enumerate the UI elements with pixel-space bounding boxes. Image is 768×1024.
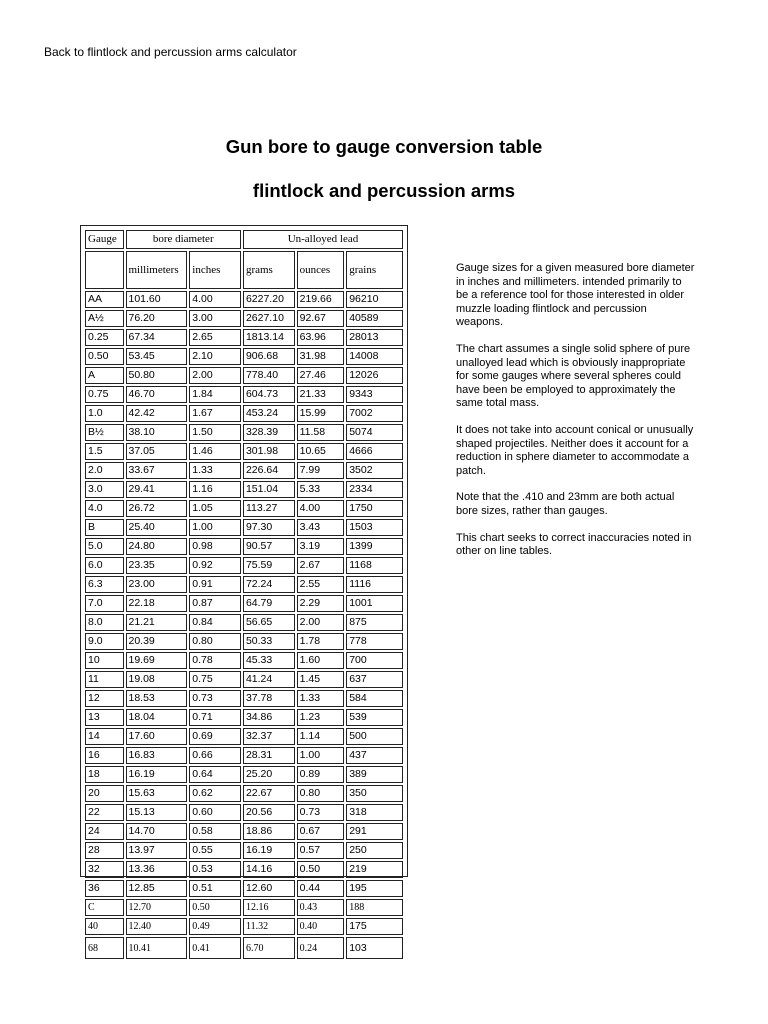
ounces-cell: 1.00 <box>297 747 345 764</box>
gauge-cell: 14 <box>85 728 124 745</box>
grams-cell: 12.16 <box>243 899 295 916</box>
inches-cell: 0.71 <box>189 709 241 726</box>
ounces-cell: 0.43 <box>297 899 345 916</box>
grams-cell: 151.04 <box>243 481 295 498</box>
millimeters-cell: 19.69 <box>126 652 188 669</box>
table-row <box>85 918 403 935</box>
inches-cell: 1.16 <box>189 481 241 498</box>
ounces-cell: 11.58 <box>297 424 345 441</box>
millimeters-cell: 15.63 <box>126 785 188 802</box>
grams-cell: 778.40 <box>243 367 295 384</box>
grams-cell: 6227.20 <box>243 291 295 308</box>
back-to-calculator-link[interactable]: Back to flintlock and percussion arms calculator <box>44 45 297 59</box>
inches-cell: 0.87 <box>189 595 241 612</box>
ounces-cell: 7.99 <box>297 462 345 479</box>
grains-cell: 96210 <box>346 291 403 308</box>
millimeters-cell: 25.40 <box>126 519 188 536</box>
millimeters-cell: 53.45 <box>126 348 188 365</box>
grains-cell: 188 <box>346 899 403 916</box>
grains-cell: 778 <box>346 633 403 650</box>
ounces-cell: 1.78 <box>297 633 345 650</box>
grains-cell: 1168 <box>346 557 403 574</box>
ounces-cell: 219.66 <box>297 291 345 308</box>
grains-cell: 318 <box>346 804 403 821</box>
ounces-cell: 21.33 <box>297 386 345 403</box>
grains-cell: 9343 <box>346 386 403 403</box>
page-subtitle: flintlock and percussion arms <box>252 180 516 201</box>
grams-cell: 6.70 <box>243 937 295 959</box>
grains-cell: 5074 <box>346 424 403 441</box>
millimeters-cell: 42.42 <box>126 405 188 422</box>
millimeters-cell: 12.40 <box>126 918 188 935</box>
notes-panel <box>456 262 696 572</box>
table-row <box>85 937 403 959</box>
gauge-subheader-blank <box>85 251 124 289</box>
table-row <box>85 804 403 821</box>
inches-cell: 0.69 <box>189 728 241 745</box>
gauge-cell: 28 <box>85 842 124 859</box>
gauge-cell: 4.0 <box>85 500 124 517</box>
grams-cell: 226.64 <box>243 462 295 479</box>
grains-cell: 1116 <box>346 576 403 593</box>
ounces-cell: 2.55 <box>297 576 345 593</box>
table-row <box>85 329 403 346</box>
grams-cell: 18.86 <box>243 823 295 840</box>
ounces-cell: 2.29 <box>297 595 345 612</box>
ounces-cell: 2.00 <box>297 614 345 631</box>
ounces-cell: 1.45 <box>297 671 345 688</box>
grams-cell: 2627.10 <box>243 310 295 327</box>
ounces-cell: 2.67 <box>297 557 345 574</box>
inches-cell: 0.78 <box>189 652 241 669</box>
gauge-cell: 36 <box>85 880 124 897</box>
grams-cell: 16.19 <box>243 842 295 859</box>
table-row <box>85 747 403 764</box>
millimeters-header: millimeters <box>126 251 188 289</box>
grams-cell: 25.20 <box>243 766 295 783</box>
inches-cell: 2.10 <box>189 348 241 365</box>
table-row <box>85 728 403 745</box>
ounces-cell: 1.33 <box>297 690 345 707</box>
inches-header: inches <box>189 251 241 289</box>
grains-cell: 437 <box>346 747 403 764</box>
grams-cell: 28.31 <box>243 747 295 764</box>
inches-cell: 0.62 <box>189 785 241 802</box>
gauge-cell: 8.0 <box>85 614 124 631</box>
gauge-cell: 0.25 <box>85 329 124 346</box>
table-row <box>85 519 403 536</box>
grains-cell: 250 <box>346 842 403 859</box>
grains-cell: 291 <box>346 823 403 840</box>
millimeters-cell: 18.04 <box>126 709 188 726</box>
inches-cell: 0.41 <box>189 937 241 959</box>
millimeters-cell: 15.13 <box>126 804 188 821</box>
inches-cell: 0.64 <box>189 766 241 783</box>
millimeters-cell: 29.41 <box>126 481 188 498</box>
inches-cell: 1.00 <box>189 519 241 536</box>
grains-cell: 103 <box>346 937 403 959</box>
table-row <box>85 481 403 498</box>
millimeters-cell: 20.39 <box>126 633 188 650</box>
grains-cell: 4666 <box>346 443 403 460</box>
ounces-cell: 4.00 <box>297 500 345 517</box>
grams-cell: 14.16 <box>243 861 295 878</box>
table-row <box>85 652 403 669</box>
gauge-cell: 9.0 <box>85 633 124 650</box>
ounces-cell: 31.98 <box>297 348 345 365</box>
table-row <box>85 709 403 726</box>
grains-cell: 584 <box>346 690 403 707</box>
inches-cell: 0.92 <box>189 557 241 574</box>
grains-cell: 14008 <box>346 348 403 365</box>
inches-cell: 1.50 <box>189 424 241 441</box>
table-row <box>85 633 403 650</box>
unalloyed-lead-header: Un-alloyed lead <box>243 230 403 249</box>
gauge-cell: B <box>85 519 124 536</box>
table-row <box>85 899 403 916</box>
ounces-cell: 63.96 <box>297 329 345 346</box>
table-row <box>85 576 403 593</box>
grains-cell: 1750 <box>346 500 403 517</box>
table-row <box>85 500 403 517</box>
grains-cell: 350 <box>346 785 403 802</box>
inches-cell: 0.55 <box>189 842 241 859</box>
table-row <box>85 766 403 783</box>
grams-cell: 12.60 <box>243 880 295 897</box>
gauge-cell: 18 <box>85 766 124 783</box>
grams-cell: 41.24 <box>243 671 295 688</box>
ounces-cell: 10.65 <box>297 443 345 460</box>
millimeters-cell: 16.83 <box>126 747 188 764</box>
inches-cell: 1.67 <box>189 405 241 422</box>
table-row <box>85 823 403 840</box>
table-row <box>85 861 403 878</box>
gauge-cell: 6.3 <box>85 576 124 593</box>
inches-cell: 2.00 <box>189 367 241 384</box>
page-title: Gun bore to gauge conversion table <box>225 136 543 157</box>
ounces-cell: 15.99 <box>297 405 345 422</box>
ounces-cell: 0.73 <box>297 804 345 821</box>
grams-cell: 75.59 <box>243 557 295 574</box>
millimeters-cell: 21.21 <box>126 614 188 631</box>
grams-cell: 20.56 <box>243 804 295 821</box>
inches-cell: 0.58 <box>189 823 241 840</box>
ounces-cell: 3.19 <box>297 538 345 555</box>
grams-cell: 32.37 <box>243 728 295 745</box>
table-row <box>85 386 403 403</box>
millimeters-cell: 26.72 <box>126 500 188 517</box>
millimeters-cell: 24.80 <box>126 538 188 555</box>
bore-diameter-header: bore diameter <box>126 230 241 249</box>
grams-cell: 22.67 <box>243 785 295 802</box>
grams-cell: 97.30 <box>243 519 295 536</box>
inches-cell: 1.46 <box>189 443 241 460</box>
inches-cell: 0.75 <box>189 671 241 688</box>
millimeters-cell: 18.53 <box>126 690 188 707</box>
table-row <box>85 785 403 802</box>
inches-cell: 3.00 <box>189 310 241 327</box>
grains-cell: 700 <box>346 652 403 669</box>
grains-cell: 195 <box>346 880 403 897</box>
grams-cell: 72.24 <box>243 576 295 593</box>
grains-cell: 2334 <box>346 481 403 498</box>
gauge-cell: 7.0 <box>85 595 124 612</box>
millimeters-cell: 33.67 <box>126 462 188 479</box>
millimeters-cell: 19.08 <box>126 671 188 688</box>
ounces-cell: 1.23 <box>297 709 345 726</box>
grains-cell: 7002 <box>346 405 403 422</box>
gauge-cell: 32 <box>85 861 124 878</box>
millimeters-cell: 22.18 <box>126 595 188 612</box>
ounces-cell: 0.80 <box>297 785 345 802</box>
table-row <box>85 310 403 327</box>
grams-cell: 56.65 <box>243 614 295 631</box>
ounces-cell: 1.14 <box>297 728 345 745</box>
table-row <box>85 671 403 688</box>
millimeters-cell: 13.97 <box>126 842 188 859</box>
grains-cell: 3502 <box>346 462 403 479</box>
gauge-cell: B½ <box>85 424 124 441</box>
gauge-cell: 11 <box>85 671 124 688</box>
millimeters-cell: 37.05 <box>126 443 188 460</box>
note-paragraph: Gauge sizes for a given measured bore diameter in inches and millimeters. intended primarily to be a reference tool for those interested in older muzzle loading flintlock and percussion weapons. <box>456 262 695 329</box>
grams-cell: 50.33 <box>243 633 295 650</box>
millimeters-cell: 12.85 <box>126 880 188 897</box>
table-row <box>85 880 403 897</box>
gauge-cell: 12 <box>85 690 124 707</box>
grams-cell: 301.98 <box>243 443 295 460</box>
table-row <box>85 291 403 308</box>
table-row <box>85 443 403 460</box>
grains-cell: 1503 <box>346 519 403 536</box>
gauge-cell: A½ <box>85 310 124 327</box>
note-paragraph: The chart assumes a single solid sphere of pure unalloyed lead which is obviously inappropriate for some gauges where several spheres could have been be employed to approximately the same total mass. <box>456 342 691 410</box>
table-subheader-row <box>85 251 403 289</box>
gauge-cell: 1.0 <box>85 405 124 422</box>
table-row <box>85 614 403 631</box>
grains-cell: 637 <box>346 671 403 688</box>
inches-cell: 1.33 <box>189 462 241 479</box>
table-row <box>85 348 403 365</box>
grains-cell: 28013 <box>346 329 403 346</box>
table-row <box>85 557 403 574</box>
gauge-cell: A <box>85 367 124 384</box>
grains-cell: 389 <box>346 766 403 783</box>
millimeters-cell: 23.00 <box>126 576 188 593</box>
note-paragraph: It does not take into account conical or unusually shaped projectiles. Neither does it account for a reduction in sphere diameter to accommodate a patch. <box>456 423 694 477</box>
grains-header: grains <box>346 251 403 289</box>
table-row <box>85 538 403 555</box>
inches-cell: 0.51 <box>189 880 241 897</box>
gauge-cell: 2.0 <box>85 462 124 479</box>
conversion-table-frame <box>80 225 408 954</box>
grains-cell: 12026 <box>346 367 403 384</box>
grams-header: grams <box>243 251 295 289</box>
gauge-cell: 24 <box>85 823 124 840</box>
inches-cell: 0.73 <box>189 690 241 707</box>
grams-cell: 11.32 <box>243 918 295 935</box>
grains-cell: 1399 <box>346 538 403 555</box>
gauge-conversion-table <box>83 228 405 961</box>
ounces-cell: 0.50 <box>297 861 345 878</box>
ounces-cell: 27.46 <box>297 367 345 384</box>
gauge-cell: AA <box>85 291 124 308</box>
millimeters-cell: 46.70 <box>126 386 188 403</box>
millimeters-cell: 23.35 <box>126 557 188 574</box>
ounces-cell: 5.33 <box>297 481 345 498</box>
inches-cell: 4.00 <box>189 291 241 308</box>
inches-cell: 0.98 <box>189 538 241 555</box>
grams-cell: 906.68 <box>243 348 295 365</box>
note-paragraph: Note that the .410 and 23mm are both actual bore sizes, rather than gauges. <box>456 491 675 517</box>
grams-cell: 90.57 <box>243 538 295 555</box>
gauge-cell: 0.75 <box>85 386 124 403</box>
gauge-cell: 16 <box>85 747 124 764</box>
table-row <box>85 367 403 384</box>
grains-cell: 500 <box>346 728 403 745</box>
grams-cell: 1813.14 <box>243 329 295 346</box>
grams-cell: 604.73 <box>243 386 295 403</box>
gauge-header: Gauge <box>85 230 124 249</box>
ounces-cell: 0.89 <box>297 766 345 783</box>
ounces-cell: 0.44 <box>297 880 345 897</box>
gauge-cell: 5.0 <box>85 538 124 555</box>
gauge-cell: C <box>85 899 124 916</box>
ounces-cell: 92.67 <box>297 310 345 327</box>
ounces-cell: 0.40 <box>297 918 345 935</box>
millimeters-cell: 12.70 <box>126 899 188 916</box>
millimeters-cell: 76.20 <box>126 310 188 327</box>
inches-cell: 0.60 <box>189 804 241 821</box>
gauge-cell: 13 <box>85 709 124 726</box>
table-row <box>85 405 403 422</box>
millimeters-cell: 50.80 <box>126 367 188 384</box>
gauge-cell: 40 <box>85 918 124 935</box>
table-header-row <box>85 230 403 249</box>
gauge-cell: 0.50 <box>85 348 124 365</box>
grains-cell: 219 <box>346 861 403 878</box>
grams-cell: 37.78 <box>243 690 295 707</box>
inches-cell: 0.91 <box>189 576 241 593</box>
gauge-cell: 22 <box>85 804 124 821</box>
grams-cell: 453.24 <box>243 405 295 422</box>
millimeters-cell: 16.19 <box>126 766 188 783</box>
grains-cell: 40589 <box>346 310 403 327</box>
gauge-cell: 20 <box>85 785 124 802</box>
ounces-cell: 0.57 <box>297 842 345 859</box>
ounces-header: ounces <box>297 251 345 289</box>
ounces-cell: 0.67 <box>297 823 345 840</box>
table-row <box>85 690 403 707</box>
inches-cell: 0.49 <box>189 918 241 935</box>
note-paragraph: This chart seeks to correct inaccuracies noted in other on line tables. <box>456 531 692 558</box>
grams-cell: 45.33 <box>243 652 295 669</box>
gauge-cell: 6.0 <box>85 557 124 574</box>
millimeters-cell: 10.41 <box>126 937 188 959</box>
grains-cell: 875 <box>346 614 403 631</box>
gauge-cell: 3.0 <box>85 481 124 498</box>
inches-cell: 0.80 <box>189 633 241 650</box>
grains-cell: 175 <box>346 918 403 935</box>
grams-cell: 34.86 <box>243 709 295 726</box>
millimeters-cell: 38.10 <box>126 424 188 441</box>
grains-cell: 1001 <box>346 595 403 612</box>
millimeters-cell: 14.70 <box>126 823 188 840</box>
millimeters-cell: 67.34 <box>126 329 188 346</box>
millimeters-cell: 13.36 <box>126 861 188 878</box>
inches-cell: 0.84 <box>189 614 241 631</box>
grams-cell: 328.39 <box>243 424 295 441</box>
inches-cell: 2.65 <box>189 329 241 346</box>
table-row <box>85 842 403 859</box>
table-row <box>85 462 403 479</box>
millimeters-cell: 17.60 <box>126 728 188 745</box>
gauge-cell: 1.5 <box>85 443 124 460</box>
table-row <box>85 424 403 441</box>
ounces-cell: 3.43 <box>297 519 345 536</box>
ounces-cell: 0.24 <box>297 937 345 959</box>
grams-cell: 64.79 <box>243 595 295 612</box>
gauge-cell: 68 <box>85 937 124 959</box>
inches-cell: 0.50 <box>189 899 241 916</box>
grams-cell: 113.27 <box>243 500 295 517</box>
inches-cell: 0.53 <box>189 861 241 878</box>
grains-cell: 539 <box>346 709 403 726</box>
inches-cell: 0.66 <box>189 747 241 764</box>
gauge-cell: 10 <box>85 652 124 669</box>
ounces-cell: 1.60 <box>297 652 345 669</box>
inches-cell: 1.05 <box>189 500 241 517</box>
table-row <box>85 595 403 612</box>
millimeters-cell: 101.60 <box>126 291 188 308</box>
inches-cell: 1.84 <box>189 386 241 403</box>
